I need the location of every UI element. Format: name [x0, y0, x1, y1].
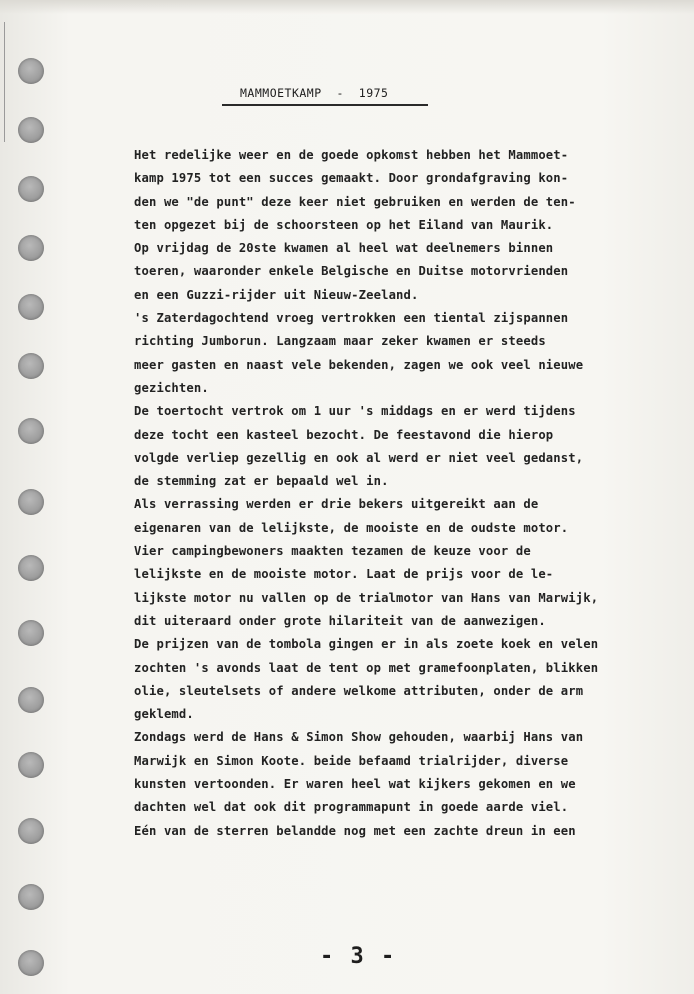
binder-hole: [18, 818, 44, 844]
text-line: ten opgezet bij de schoorsteen op het Eiland van Maurik.: [134, 217, 554, 232]
binder-hole: [18, 950, 44, 976]
binder-hole: [18, 117, 44, 143]
text-line: zochten 's avonds laat de tent op met gramefoonplaten, blikken: [134, 660, 599, 675]
binder-hole: [18, 620, 44, 646]
text-line: kunsten vertoonden. Er waren heel wat kijkers gekomen en we: [134, 777, 576, 792]
text-line: lijkste motor nu vallen op de trialmotor van Hans van Marwijk,: [134, 590, 599, 605]
text-line: meer gasten en naast vele bekenden, zagen we ook veel nieuwe: [134, 357, 584, 372]
page-top-edge: [0, 0, 694, 14]
text-line: gezichten.: [134, 380, 209, 395]
text-line: richting Jumborun. Langzaam maar zeker kwamen er steeds: [134, 334, 546, 349]
binder-hole: [18, 489, 44, 515]
text-line: Marwijk en Simon Koote. beide befaamd trialrijder, diverse: [134, 753, 569, 768]
text-line: eigenaren van de lelijkste, de mooiste en de oudste motor.: [134, 520, 569, 535]
binder-hole: [18, 176, 44, 202]
text-line: dachten wel dat ook dit programmapunt in goede aarde viel.: [134, 800, 569, 815]
text-line: Als verrassing werden er drie bekers uitgereikt aan de: [134, 497, 539, 512]
text-line: kamp 1975 tot een succes gemaakt. Door grondafgraving kon-: [134, 171, 569, 186]
margin-line: [4, 22, 5, 142]
text-line: lelijkste en de mooiste motor. Laat de prijs voor de le-: [134, 567, 554, 582]
text-line: olie, sleutelsets of andere welkome attributen, onder de arm: [134, 683, 584, 698]
binder-hole: [18, 884, 44, 910]
text-line: volgde verliep gezellig en ook al werd er niet veel gedanst,: [134, 450, 584, 465]
title-underline: [222, 104, 428, 106]
binder-hole: [18, 353, 44, 379]
page-number: - 3 -: [320, 944, 397, 969]
text-line: Vier campingbewoners maakten tezamen de keuze voor de: [134, 544, 531, 559]
binder-hole: [18, 687, 44, 713]
text-line: en een Guzzi-rijder uit Nieuw-Zeeland.: [134, 287, 419, 302]
binder-hole: [18, 555, 44, 581]
text-line: 's Zaterdagochtend vroeg vertrokken een tiental zijspannen: [134, 311, 569, 326]
text-line: geklemd.: [134, 707, 194, 722]
binder-hole: [18, 294, 44, 320]
text-line: De toertocht vertrok om 1 uur 's middags en er werd tijdens: [134, 404, 576, 419]
binder-hole: [18, 752, 44, 778]
binder-hole: [18, 418, 44, 444]
page-title: MAMMOETKAMP - 1975: [240, 86, 389, 100]
text-line: Op vrijdag de 20ste kwamen al heel wat deelnemers binnen: [134, 241, 554, 256]
text-line: Eén van de sterren belandde nog met een zachte dreun in een: [134, 823, 576, 838]
text-line: toeren, waaronder enkele Belgische en Duitse motorvrienden: [134, 264, 569, 279]
text-line: deze tocht een kasteel bezocht. De feestavond die hierop: [134, 427, 554, 442]
article-body: [134, 144, 679, 843]
text-line: den we "de punt" deze keer niet gebruiken en werden de ten-: [134, 194, 576, 209]
text-line: Zondags werd de Hans & Simon Show gehouden, waarbij Hans van: [134, 730, 584, 745]
text-line: Het redelijke weer en de goede opkomst hebben het Mammoet-: [134, 148, 569, 162]
text-line: De prijzen van de tombola gingen er in als zoete koek en velen: [134, 637, 599, 652]
binder-hole: [18, 58, 44, 84]
text-line: dit uiteraard onder grote hilariteit van de aanwezigen.: [134, 613, 546, 628]
text-line: de stemming zat er bepaald wel in.: [134, 474, 389, 489]
binder-hole: [18, 235, 44, 261]
